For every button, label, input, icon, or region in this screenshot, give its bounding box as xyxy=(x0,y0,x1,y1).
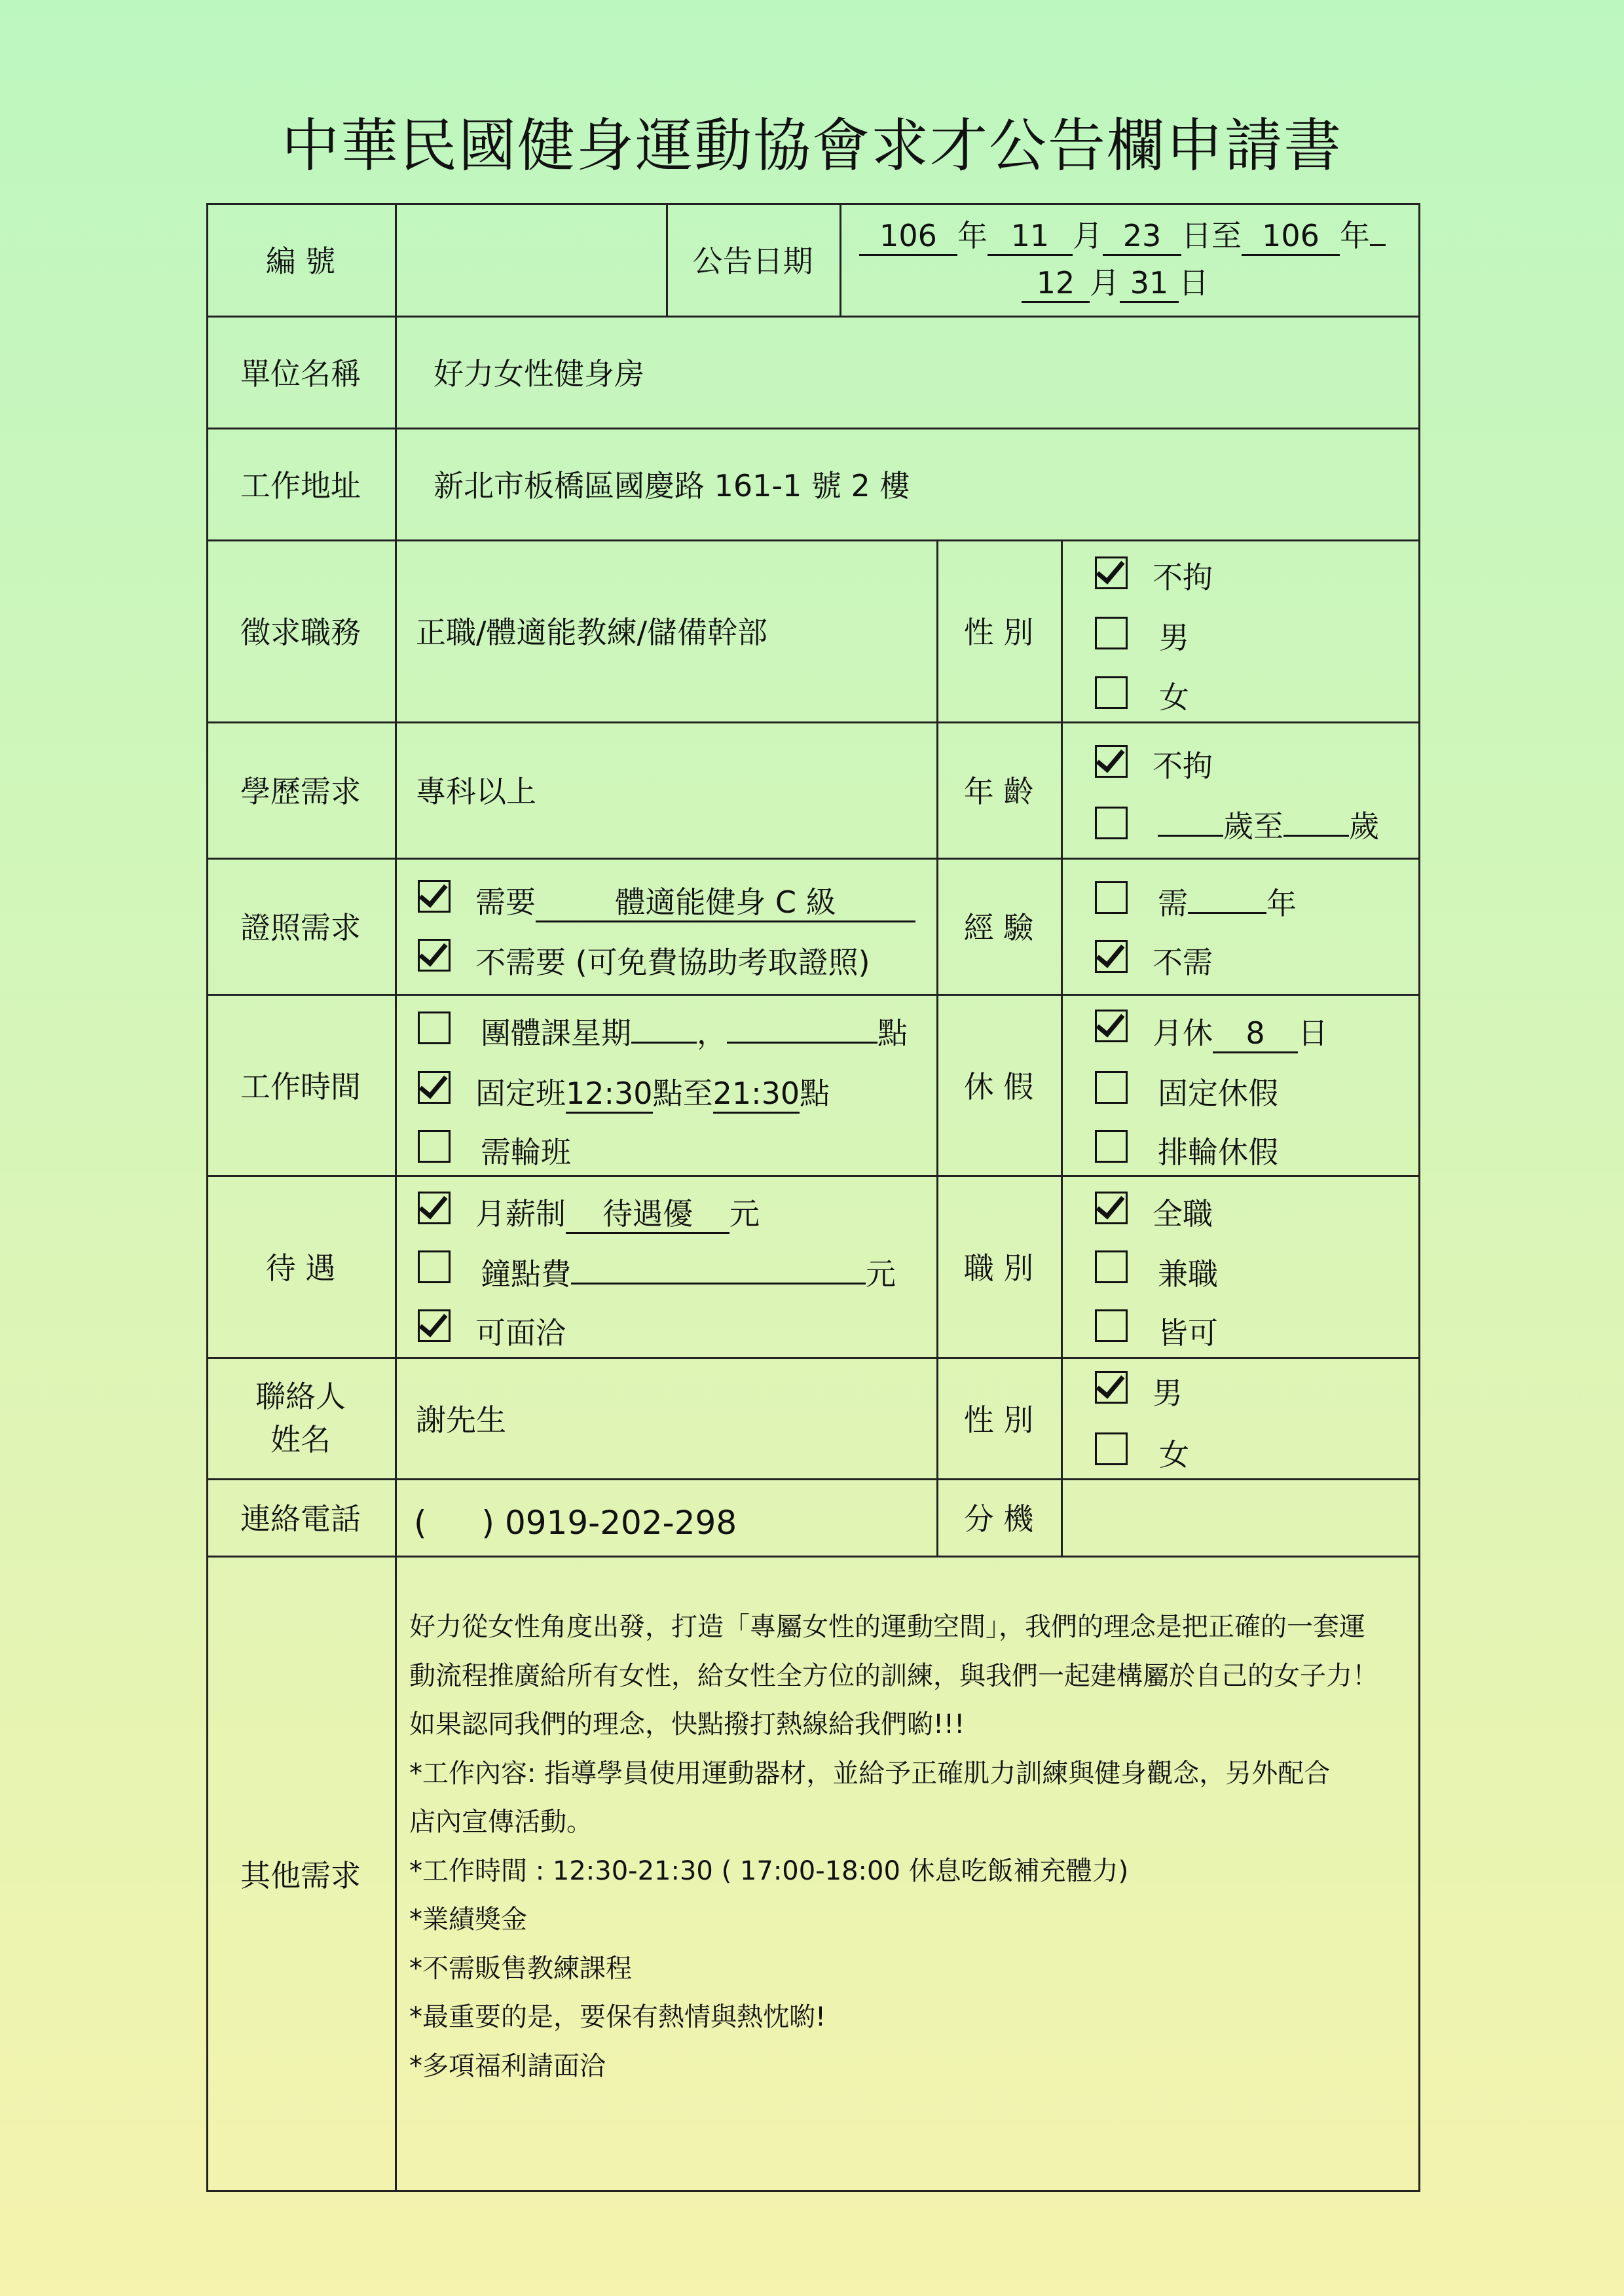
contact-male-label: 男 xyxy=(1153,1376,1183,1411)
gender-male-label: 男 xyxy=(1159,620,1189,655)
date-from-year[interactable]: 106 xyxy=(859,217,957,256)
gender-any-checkbox[interactable] xyxy=(1095,556,1128,589)
note-line: *業績獎金 xyxy=(409,1904,527,1935)
salary-monthly-field: 月薪制 待遇優 元 xyxy=(475,1194,760,1234)
contact-female-label: 女 xyxy=(1159,1437,1189,1472)
label-age: 年 齡 xyxy=(963,774,1034,809)
job-either-label: 皆可 xyxy=(1158,1315,1218,1351)
announce-date-line1: 106 年 11 月 23 日至 106 年 xyxy=(859,216,1386,256)
note-line: 如果認同我們的理念，快點撥打熱線給我們喲!!! xyxy=(409,1709,965,1740)
work-fixed-from[interactable]: 12:30 xyxy=(566,1075,653,1114)
age-any-checkbox[interactable] xyxy=(1095,745,1128,778)
salary-monthly-checkbox[interactable] xyxy=(418,1192,451,1224)
label-experience: 經 驗 xyxy=(963,910,1034,945)
experience-years-input[interactable] xyxy=(1188,912,1266,914)
experience-need-checkbox[interactable] xyxy=(1095,881,1128,914)
label-extension: 分 機 xyxy=(963,1501,1034,1537)
gender-male-checkbox[interactable] xyxy=(1095,617,1128,649)
work-address-value: 新北市板橋區國慶路 161-1 號 2 樓 xyxy=(434,467,910,503)
leave-monthly-days[interactable]: 8 xyxy=(1213,1015,1298,1053)
work-group-time-input[interactable] xyxy=(727,1042,877,1044)
extension-value[interactable] xyxy=(1063,1478,1420,1556)
leave-monthly-checkbox[interactable] xyxy=(1095,1010,1128,1042)
age-range-field: 歲至 歲 xyxy=(1158,807,1379,846)
contact-name-value: 謝先生 xyxy=(416,1402,506,1438)
phone-number[interactable]: 0919-202-298 xyxy=(504,1504,737,1542)
license-no-need-label: 不需要 (可免費協助考取證照) xyxy=(475,945,870,980)
license-need-checkbox[interactable] xyxy=(418,880,451,913)
label-leave: 休 假 xyxy=(963,1068,1034,1104)
job-parttime-checkbox[interactable] xyxy=(1095,1250,1128,1283)
contact-male-checkbox[interactable] xyxy=(1095,1371,1128,1404)
leave-rotate-label: 排輪休假 xyxy=(1158,1135,1278,1170)
salary-negotiable-label: 可面洽 xyxy=(475,1315,566,1351)
leave-fixed-checkbox[interactable] xyxy=(1095,1071,1128,1104)
work-group-day-input[interactable] xyxy=(631,1042,697,1044)
job-either-checkbox[interactable] xyxy=(1095,1309,1128,1342)
note-line: *不需販售教練課程 xyxy=(409,1953,632,1984)
date-to-day[interactable]: 31 xyxy=(1120,264,1179,303)
label-treatment: 待 遇 xyxy=(265,1250,336,1286)
other-requirements-text xyxy=(409,1603,1411,2090)
label-other: 其他需求 xyxy=(240,1858,361,1893)
note-line: *多項福利請面洽 xyxy=(409,2050,606,2081)
age-min-input[interactable] xyxy=(1158,835,1223,837)
contact-female-checkbox[interactable] xyxy=(1095,1432,1128,1465)
announce-date-line2: 12 月 31 日 xyxy=(1022,263,1209,303)
label-contact-name: 聯絡人 姓名 xyxy=(255,1378,346,1457)
date-to-month[interactable]: 12 xyxy=(1022,264,1090,303)
work-group-field: 團體課星期 ， 點 xyxy=(481,1015,908,1051)
salary-hourly-checkbox[interactable] xyxy=(418,1250,451,1283)
license-no-need-checkbox[interactable] xyxy=(418,939,451,972)
note-line: *工作時間 : 12:30-21:30 ( 17:00-18:00 休息吃飯補充體力) xyxy=(409,1855,1129,1886)
salary-hourly-input[interactable] xyxy=(571,1283,866,1285)
license-need-field: 需要 體適能健身 C 級 xyxy=(475,883,915,922)
job-parttime-label: 兼職 xyxy=(1158,1256,1218,1292)
label-gender: 性 別 xyxy=(963,615,1034,650)
job-fulltime-checkbox[interactable] xyxy=(1095,1192,1128,1224)
note-line: *工作內容: 指導學員使用運動器材，並給予正確肌力訓練與健身觀念，另外配合 xyxy=(409,1758,1331,1789)
form-title: 中華民國健身運動協會求才公告欄申請書 xyxy=(281,112,1342,179)
label-unit-name: 單位名稱 xyxy=(240,355,361,392)
leave-rotate-checkbox[interactable] xyxy=(1095,1130,1128,1163)
label-contact-gender: 性 別 xyxy=(963,1402,1034,1438)
work-fixed-checkbox[interactable] xyxy=(418,1071,451,1104)
leave-fixed-label: 固定休假 xyxy=(1158,1076,1278,1111)
salary-monthly-value[interactable]: 待遇優 xyxy=(566,1195,729,1234)
salary-negotiable-checkbox[interactable] xyxy=(418,1309,451,1342)
position-value: 正職/體適能教練/儲備幹部 xyxy=(416,615,767,650)
label-work-time: 工作時間 xyxy=(240,1068,361,1104)
note-line: 好力從女性角度出發，打造「專屬女性的運動空間」，我們的理念是把正確的一套運 xyxy=(409,1612,1365,1642)
gender-any-label: 不拘 xyxy=(1153,560,1213,595)
age-max-input[interactable] xyxy=(1283,835,1349,837)
gender-female-label: 女 xyxy=(1159,680,1189,715)
unit-name-value: 好力女性健身房 xyxy=(434,355,644,392)
experience-no-need-label: 不需 xyxy=(1153,945,1213,980)
label-job-type: 職 別 xyxy=(963,1250,1034,1286)
age-any-label: 不拘 xyxy=(1153,748,1213,784)
date-from-month[interactable]: 11 xyxy=(987,217,1073,256)
work-rotate-checkbox[interactable] xyxy=(418,1130,451,1163)
label-education: 學歷需求 xyxy=(240,774,361,809)
phone-value: ( ) 0919-202-298 xyxy=(414,1504,737,1542)
date-to-year[interactable]: 106 xyxy=(1242,217,1340,256)
note-line: *最重要的是，要保有熱情與熱忱喲! xyxy=(409,2002,826,2032)
leave-monthly-field: 月休 8 日 xyxy=(1153,1013,1328,1053)
work-group-checkbox[interactable] xyxy=(418,1011,451,1044)
label-serial: 編 號 xyxy=(265,244,336,279)
serial-number-value[interactable] xyxy=(397,203,666,316)
label-position: 徵求職務 xyxy=(240,615,361,650)
date-from-day[interactable]: 23 xyxy=(1103,217,1181,256)
education-value: 專科以上 xyxy=(416,774,536,809)
note-line: 店內宣傳活動。 xyxy=(409,1807,593,1837)
salary-hourly-field: 鐘點費 元 xyxy=(481,1256,896,1292)
work-rotate-label: 需輪班 xyxy=(481,1135,571,1170)
license-need-value[interactable]: 體適能健身 C 級 xyxy=(536,884,915,922)
label-license: 證照需求 xyxy=(240,910,361,945)
note-line: 動流程推廣給所有女性，給女性全方位的訓練，與我們一起建構屬於自己的女子力！ xyxy=(409,1660,1378,1691)
label-work-address: 工作地址 xyxy=(240,467,361,503)
work-fixed-to[interactable]: 21:30 xyxy=(713,1075,800,1114)
work-fixed-field: 固定班12:30點至21:30點 xyxy=(475,1074,830,1114)
experience-need-field: 需 年 xyxy=(1158,886,1297,921)
label-phone: 連絡電話 xyxy=(240,1501,361,1537)
experience-no-need-checkbox[interactable] xyxy=(1095,940,1128,973)
age-range-checkbox[interactable] xyxy=(1095,807,1128,839)
gender-female-checkbox[interactable] xyxy=(1095,676,1128,709)
job-fulltime-label: 全職 xyxy=(1153,1196,1213,1231)
label-announce-date: 公告日期 xyxy=(692,244,813,279)
